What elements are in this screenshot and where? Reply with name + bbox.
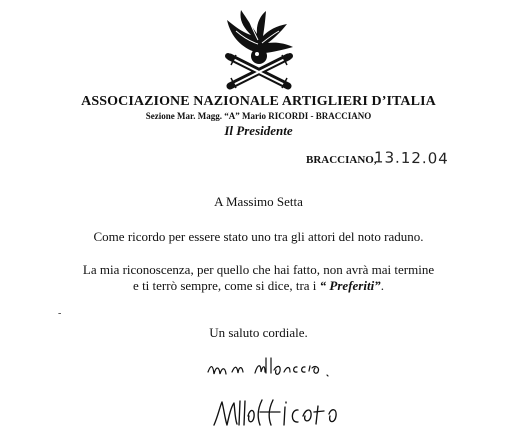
letter-line-3 <box>0 278 517 294</box>
letter-line-1: Come ricordo per essere stato uno tra gli attori del noto raduno. <box>93 229 424 244</box>
artillery-emblem-icon <box>213 8 305 90</box>
favorites-quote: “ Preferiti” <box>319 278 381 293</box>
letter-line-3-prefix: e ti terrò sempre, come si dice, tra i <box>133 278 320 293</box>
president-title: Il Presidente <box>224 123 293 138</box>
closing-greeting: Un saluto cordiale. <box>209 325 308 340</box>
letter-line-2: La mia riconoscenza, per quello che hai fatto, non avrà mai termine <box>82 262 435 277</box>
place-label: BRACCIANO, <box>306 154 377 166</box>
handwritten-date: 13.12.04 <box>373 148 449 168</box>
association-name: ASSOCIAZIONE NAZIONALE ARTIGLIERI D’ITALIA <box>81 94 436 109</box>
margin-mark: - <box>58 308 62 319</box>
letter-line-3-suffix: . <box>380 278 384 293</box>
handwritten-signature <box>210 396 360 430</box>
handwritten-greeting-image <box>204 354 339 382</box>
recipient-salutation: A Massimo Setta <box>214 194 303 209</box>
section-subtitle: Sezione Mar. Magg. “A” Mario RICORDI - BRACCIANO <box>145 111 372 121</box>
